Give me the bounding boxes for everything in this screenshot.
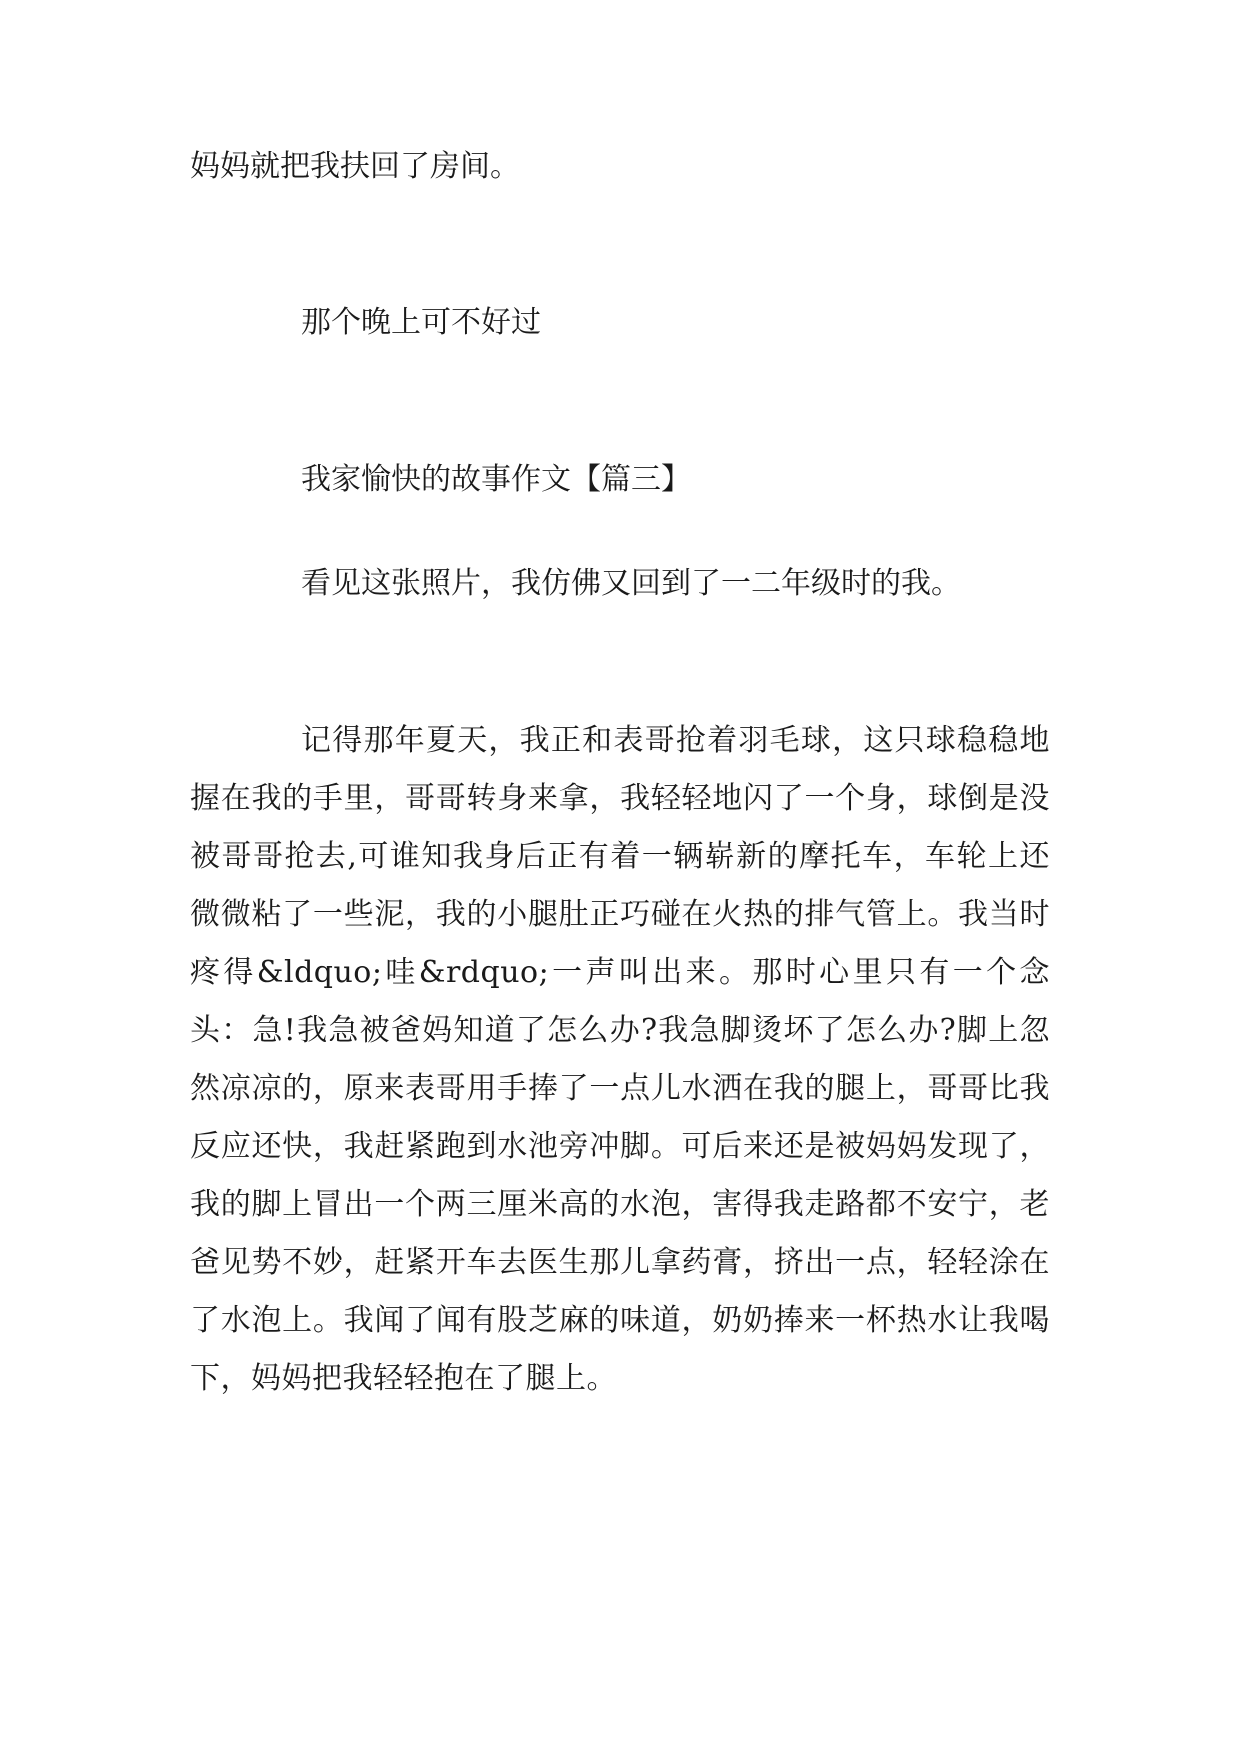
evening-line: 那个晚上可不好过: [301, 305, 541, 340]
section-title: 我家愉快的故事作文【篇三】: [301, 462, 691, 497]
continuation-line: 妈妈就把我扶回了房间。: [190, 149, 520, 184]
main-paragraph: 记得那年夏天，我正和表哥抢着羽毛球，这只球稳稳地握在我的手里，哥哥转身来拿，我轻轻地闪了一个身，球倒是没被哥哥抢去,可谁知我身后正有着一辆崭新的摩托车，车轮上还微微粘了一些泥，我的小腿肚正巧碰在火热的排气管上。我当时疼得&ldquo;哇&rdquo;一声叫出来。那时心里只有一个念头：急!我急被爸妈知道了怎么办?我急脚烫坏了怎么办?脚上忽然凉凉的，原来表哥用手捧了一点儿水洒在我的腿上，哥哥比我反应还快，我赶紧跑到水池旁冲脚。可后来还是被妈妈发现了，我的脚上冒出一个两三厘米高的水泡，害得我走路都不安宁，老爸见势不妙，赶紧开车去医生那儿拿药膏，挤出一点，轻轻涂在了水泡上。我闻了闻有股芝麻的味道，奶奶捧来一杯热水让我喝下，妈妈把我轻轻抱在了腿上。: [190, 723, 1050, 1396]
opening-line: 看见这张照片，我仿佛又回到了一二年级时的我。: [301, 566, 961, 601]
